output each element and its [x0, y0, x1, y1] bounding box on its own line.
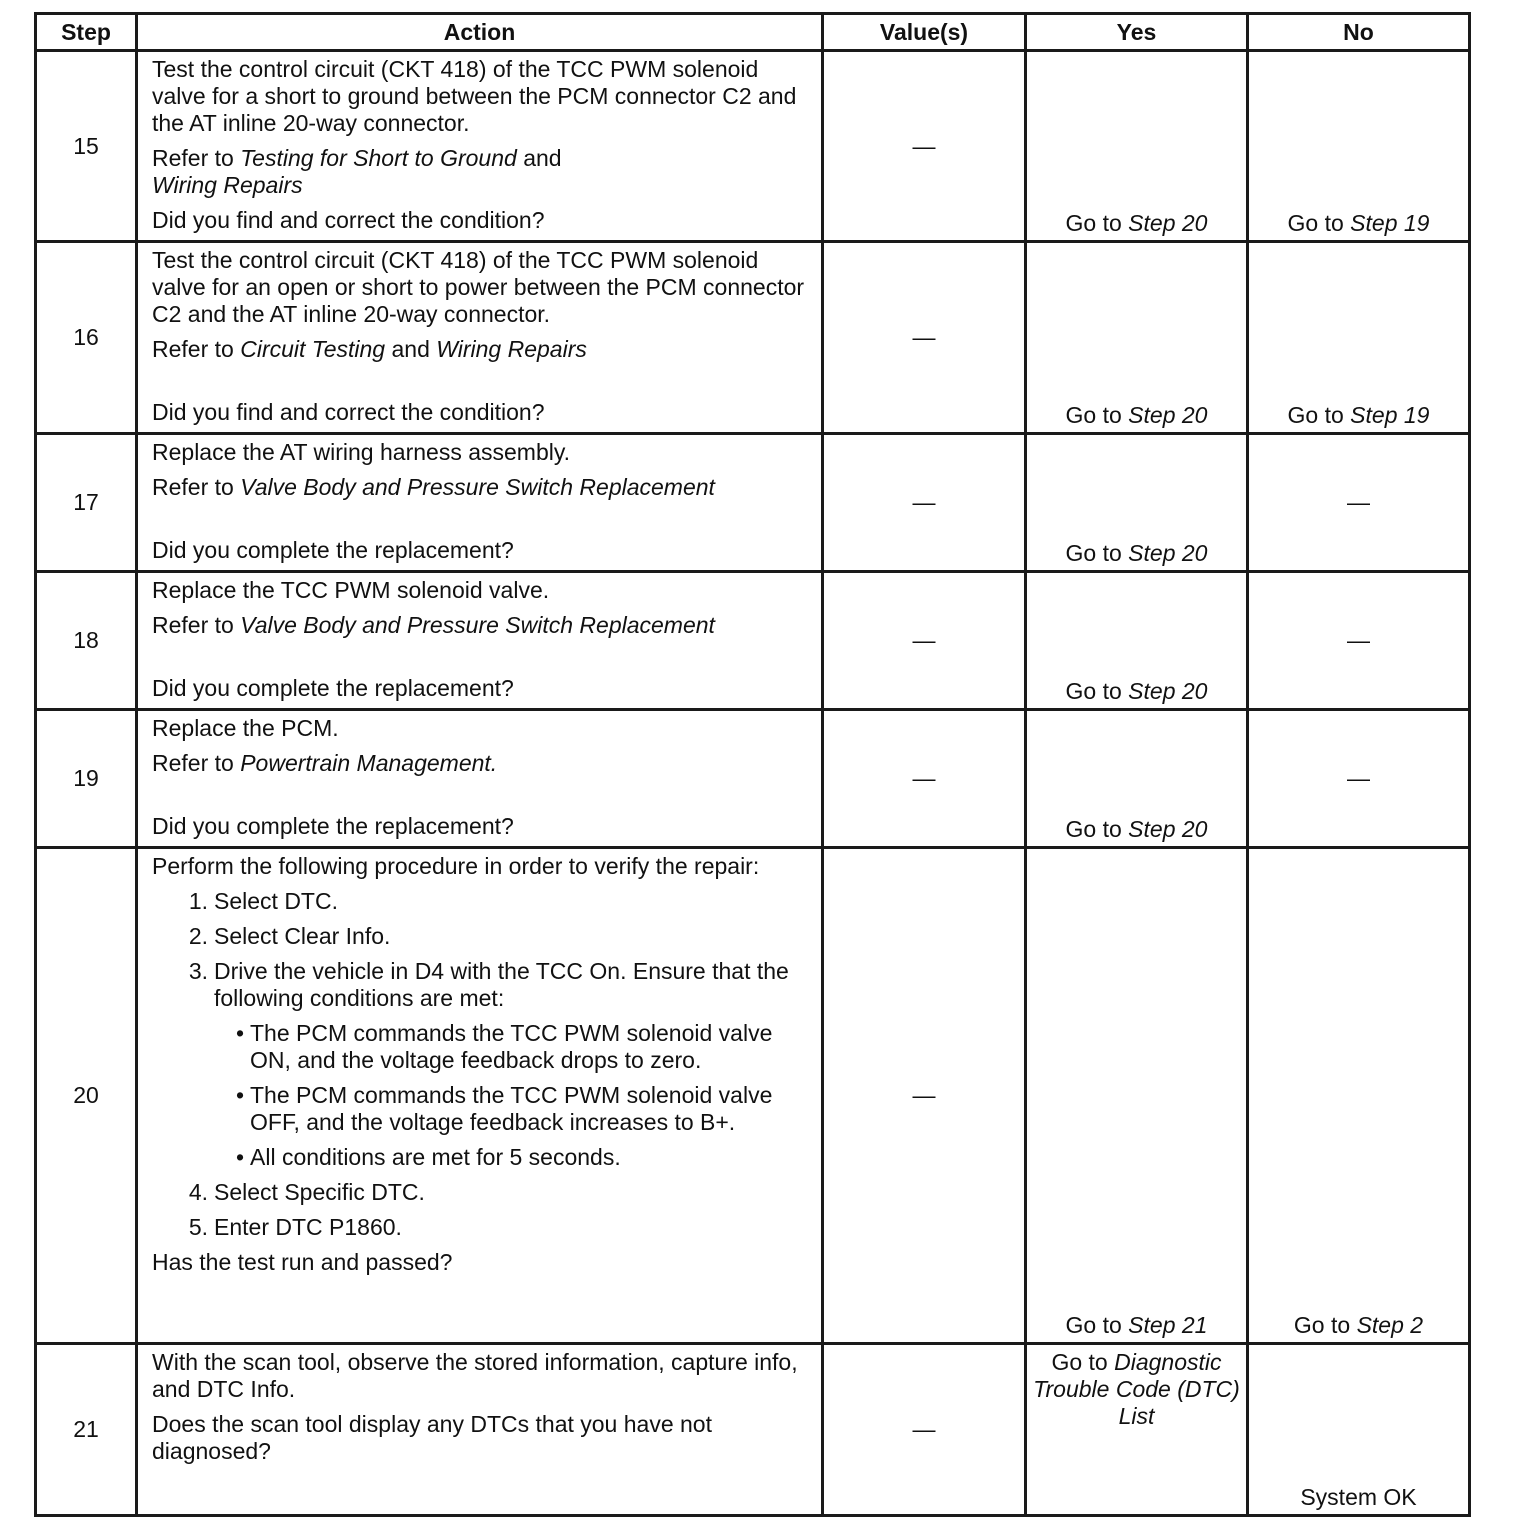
action-cell [137, 848, 823, 1344]
bullet-icon: • [235, 1020, 244, 1046]
value-dash: — [823, 434, 1026, 572]
yes-cell [1026, 242, 1248, 434]
value-dash: — [823, 242, 1026, 434]
bullet-text: The PCM commands the TCC PWM solenoid valve ON, and the voltage feedback drops to zero. [250, 1020, 773, 1073]
ref-link-1: Testing for Short to Ground [240, 145, 517, 171]
yes-prefix: Go to [1065, 678, 1129, 704]
bullet-item [208, 1020, 811, 1074]
bullet-icon: • [235, 1082, 244, 1108]
header-step: Step [36, 14, 137, 51]
header-row [36, 14, 1470, 51]
value-dash: — [823, 1344, 1026, 1516]
yes-step-link: Step 20 [1128, 678, 1208, 704]
question: Did you complete the replacement? [152, 675, 514, 701]
question: Does the scan tool display any DTCs that you have not diagnosed? [152, 1411, 712, 1464]
bullet-icon: • [235, 1144, 244, 1170]
bullet-item [208, 1144, 811, 1171]
table-row-step-15 [36, 51, 1470, 242]
list-item [152, 1179, 811, 1206]
ref-link-2: Wiring Repairs [436, 336, 587, 362]
no-dash: — [1248, 572, 1470, 710]
list-item [152, 1214, 811, 1241]
item-number: 3. [188, 958, 208, 984]
action-text: Replace the TCC PWM solenoid valve. [152, 577, 550, 603]
reference [152, 336, 811, 363]
item-text: Select Clear Info. [214, 923, 391, 949]
value-dash: — [823, 848, 1026, 1344]
question: Did you find and correct the condition? [152, 399, 545, 425]
table-row-step-21 [36, 1344, 1470, 1516]
header-yes: Yes [1026, 14, 1248, 51]
ref-prefix: Refer to [152, 145, 241, 171]
ref-and: and [385, 336, 437, 362]
no-cell [1248, 848, 1470, 1344]
item-number: 2. [188, 923, 208, 949]
bullet-item [208, 1082, 811, 1136]
action-cell [137, 242, 823, 434]
yes-prefix: Go to [1065, 1312, 1129, 1338]
procedure-list [152, 888, 811, 1241]
item-text: Select Specific DTC. [214, 1179, 425, 1205]
bullet-text: The PCM commands the TCC PWM solenoid valve OFF, and the voltage feedback increases to B+. [250, 1082, 773, 1135]
question: Did you complete the replacement? [152, 813, 514, 839]
step-number: 16 [36, 242, 137, 434]
yes-prefix: Go to [1065, 210, 1129, 236]
item-text: Enter DTC P1860. [214, 1214, 402, 1240]
ref-link-1: Valve Body and Pressure Switch Replacement [240, 612, 715, 638]
yes-step-link: Step 20 [1128, 402, 1208, 428]
item-text: Drive the vehicle in D4 with the TCC On. Ensure that the following conditions are met: [214, 958, 789, 1011]
no-cell: System OK [1248, 1344, 1470, 1516]
no-step-link: Step 19 [1350, 402, 1430, 428]
yes-step-link: Step 20 [1128, 816, 1208, 842]
table-row-step-18 [36, 572, 1470, 710]
action-cell [137, 710, 823, 848]
header-values: Value(s) [823, 14, 1026, 51]
reference [152, 145, 811, 199]
reference [152, 474, 811, 501]
no-dash: — [1248, 434, 1470, 572]
no-step-link: Step 2 [1356, 1312, 1424, 1338]
no-dash: — [1248, 710, 1470, 848]
question: Has the test run and passed? [152, 1249, 453, 1275]
reference [152, 750, 811, 777]
step-number: 21 [36, 1344, 137, 1516]
ref-link-2: Wiring Repairs [152, 172, 303, 198]
action-text: Replace the PCM. [152, 715, 339, 741]
yes-prefix: Go to [1065, 816, 1129, 842]
action-intro: Perform the following procedure in order to verify the repair: [152, 853, 760, 879]
yes-step-link: Step 21 [1128, 1312, 1208, 1338]
no-cell [1248, 51, 1470, 242]
no-prefix: Go to [1293, 1312, 1357, 1338]
yes-cell [1026, 51, 1248, 242]
yes-cell [1026, 848, 1248, 1344]
item-number: 4. [188, 1179, 208, 1205]
yes-prefix: Go to [1065, 540, 1129, 566]
ref-prefix: Refer to [152, 336, 241, 362]
list-item [152, 923, 811, 950]
ref-prefix: Refer to [152, 612, 241, 638]
step-number: 15 [36, 51, 137, 242]
action-text: With the scan tool, observe the stored information, capture info, and DTC Info. [152, 1349, 798, 1402]
item-number: 1. [188, 888, 208, 914]
no-prefix: Go to [1287, 210, 1351, 236]
value-dash: — [823, 51, 1026, 242]
yes-cell [1026, 1344, 1248, 1516]
action-cell [137, 1344, 823, 1516]
header-no: No [1248, 14, 1470, 51]
table-row-step-16 [36, 242, 1470, 434]
ref-link-1: Powertrain Management. [240, 750, 498, 776]
question: Did you find and correct the condition? [152, 207, 545, 233]
no-prefix: Go to [1287, 402, 1351, 428]
step-number: 17 [36, 434, 137, 572]
no-step-link: Step 19 [1350, 210, 1430, 236]
yes-dtc-list-link: Diagnostic Trouble Code (DTC) List [1033, 1349, 1240, 1429]
action-text: Test the control circuit (CKT 418) of the TCC PWM solenoid valve for an open or short to power between the PCM connector C2 and the AT inline 20-way connector. [152, 247, 805, 327]
list-item [152, 958, 811, 1012]
ref-link-1: Valve Body and Pressure Switch Replacement [240, 474, 715, 500]
yes-cell [1026, 572, 1248, 710]
table-row-step-19 [36, 710, 1470, 848]
step-number: 18 [36, 572, 137, 710]
table-row-step-20 [36, 848, 1470, 1344]
ref-prefix: Refer to [152, 474, 241, 500]
yes-prefix: Go to [1051, 1349, 1115, 1375]
value-dash: — [823, 572, 1026, 710]
bullet-text: All conditions are met for 5 seconds. [250, 1144, 621, 1170]
yes-prefix: Go to [1065, 402, 1129, 428]
question: Did you complete the replacement? [152, 537, 514, 563]
reference [152, 612, 811, 639]
diagnostic-table [34, 12, 1471, 1517]
no-cell [1248, 242, 1470, 434]
yes-step-link: Step 20 [1128, 540, 1208, 566]
item-number: 5. [188, 1214, 208, 1240]
action-text: Replace the AT wiring harness assembly. [152, 439, 571, 465]
ref-and: and [516, 145, 562, 171]
action-text: Test the control circuit (CKT 418) of the TCC PWM solenoid valve for a short to ground between the PCM connector C2 and the AT inline 20-way connector. [152, 56, 797, 136]
step-number: 20 [36, 848, 137, 1344]
action-cell [137, 51, 823, 242]
value-dash: — [823, 710, 1026, 848]
action-cell [137, 434, 823, 572]
action-cell [137, 572, 823, 710]
ref-prefix: Refer to [152, 750, 241, 776]
ref-link-1: Circuit Testing [240, 336, 386, 362]
item-text: Select DTC. [214, 888, 338, 914]
yes-step-link: Step 20 [1128, 210, 1208, 236]
step-number: 19 [36, 710, 137, 848]
header-action: Action [137, 14, 823, 51]
yes-cell [1026, 710, 1248, 848]
yes-cell [1026, 434, 1248, 572]
table-row-step-17 [36, 434, 1470, 572]
list-item [152, 888, 811, 915]
